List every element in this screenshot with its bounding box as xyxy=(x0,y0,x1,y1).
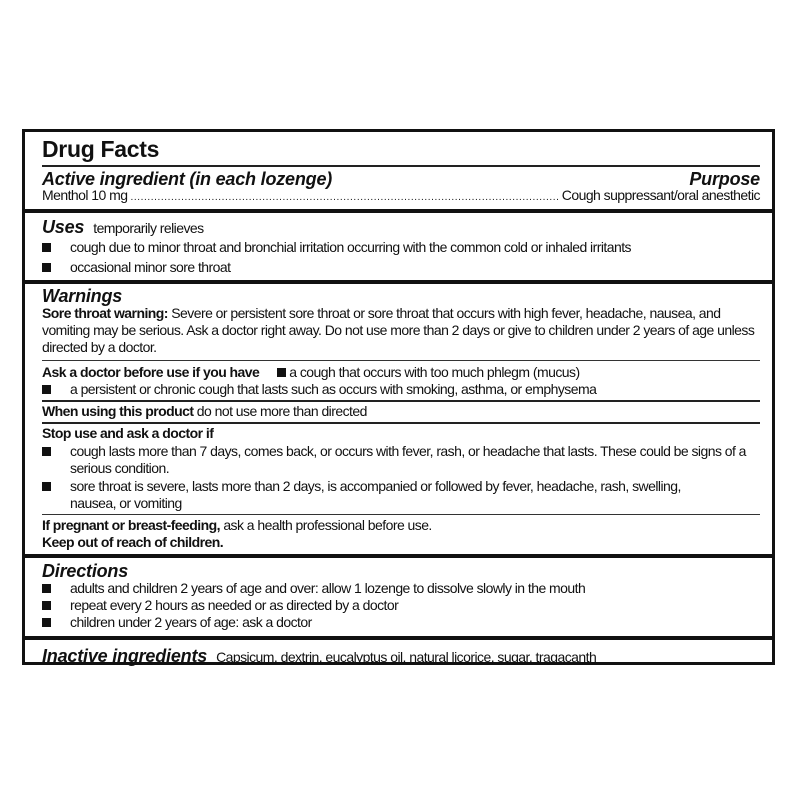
bullet-icon xyxy=(42,601,51,610)
warnings-section xyxy=(42,284,760,554)
bullet-icon xyxy=(42,447,51,456)
ingredient-name: Menthol 10 mg xyxy=(42,187,128,203)
drug-facts-panel xyxy=(22,129,775,665)
panel-title: Drug Facts xyxy=(42,136,160,162)
list-item: sore throat is severe, lasts more than 2 days, is accompanied or followed by fever, headache, rash, swelling, nausea, or vomiting xyxy=(70,478,681,511)
stop-use-label: Stop use and ask a doctor if xyxy=(42,425,214,441)
inactive-text: Capsicum, dextrin, eucalyptus oil, natural licorice, sugar, tragacanth xyxy=(216,649,597,665)
list-item: children under 2 years of age: ask a doctor xyxy=(42,614,760,631)
bullet-icon xyxy=(42,263,51,272)
active-ingredient-heading: Active ingredient (in each lozenge) xyxy=(42,169,333,189)
inactive-heading: Inactive ingredients xyxy=(42,646,208,666)
list-item: repeat every 2 hours as needed or as directed by a doctor xyxy=(42,597,760,614)
ingredient-purpose: Cough suppressant/oral anesthetic xyxy=(561,187,760,203)
bullet-icon xyxy=(42,243,51,252)
ask-doctor-label: Ask a doctor before use if you have xyxy=(42,364,260,380)
list-item: cough due to minor throat and bronchial irritation occurring with the common cold or inhaled irritants xyxy=(42,239,760,256)
warnings-heading: Warnings xyxy=(42,286,123,306)
uses-section xyxy=(42,213,760,280)
when-using-label: When using this product xyxy=(42,403,194,419)
sore-throat-text: Severe or persistent sore throat or sore throat that occurs with high fever, headache, nausea, and vomiting may be serious. Ask a doctor right away. Do not use more than 2 days or give to children under 2 years of age unless directed by a doctor. xyxy=(42,305,755,355)
list-item: cough lasts more than 7 days, comes back, or occurs with fever, rash, or headache that lasts. These could be signs of a serious condition. xyxy=(70,443,746,476)
leader-dots xyxy=(130,188,558,205)
active-ingredient-section xyxy=(42,167,760,209)
list-item: occasional minor sore throat xyxy=(42,259,760,276)
bullet-icon xyxy=(42,482,51,491)
keep-out-of-reach: Keep out of reach of children. xyxy=(42,534,224,550)
pregnant-text: ask a health professional before use. xyxy=(223,517,432,533)
inactive-ingredients-section xyxy=(42,640,760,666)
bullet-icon xyxy=(42,584,51,593)
uses-intro: temporarily relieves xyxy=(93,220,204,236)
bullet-icon xyxy=(277,368,286,377)
bullet-icon xyxy=(42,385,51,394)
list-item: a persistent or chronic cough that lasts such as occurs with smoking, asthma, or emphysema xyxy=(70,381,597,397)
uses-heading: Uses xyxy=(42,217,85,237)
purpose-heading: Purpose xyxy=(689,169,760,189)
list-item: a cough that occurs with too much phlegm (mucus) xyxy=(289,364,580,380)
bullet-icon xyxy=(42,618,51,627)
pregnant-label: If pregnant or breast-feeding, xyxy=(42,517,220,533)
when-using-text: do not use more than directed xyxy=(196,403,367,419)
list-item: adults and children 2 years of age and over: allow 1 lozenge to dissolve slowly in the mouth xyxy=(42,580,760,597)
directions-section xyxy=(42,558,760,636)
directions-heading: Directions xyxy=(42,561,129,581)
sore-throat-label: Sore throat warning: xyxy=(42,305,168,321)
